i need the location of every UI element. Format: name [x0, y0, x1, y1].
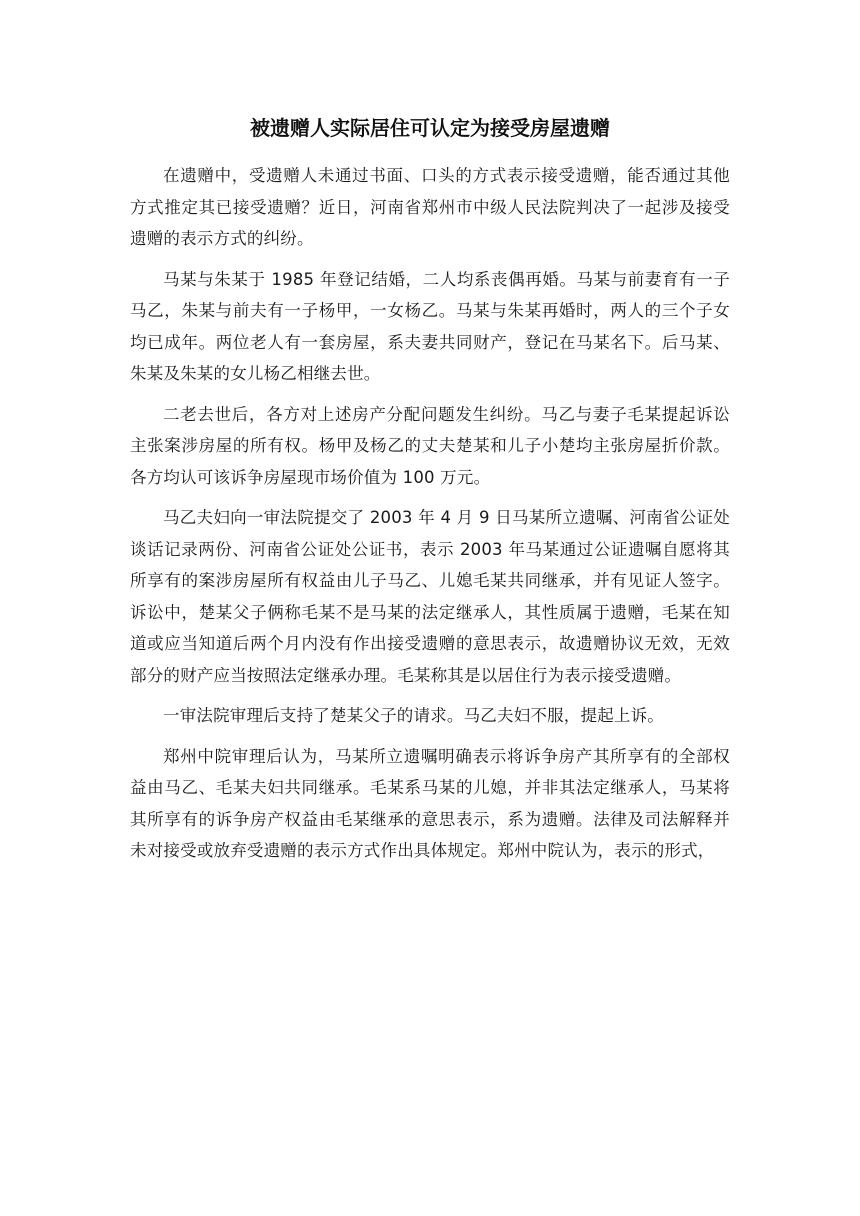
paragraph-3: 二老去世后，各方对上述房产分配问题发生纠纷。马乙与妻子毛某提起诉讼主张案涉房屋的所有权。杨甲及杨乙的丈夫楚某和儿子小楚均主张房屋折价款。各方均认可该诉争房屋现市场价值为 100 万元。: [130, 404, 730, 487]
paragraph-2: 马某与朱某于 1985 年登记结婚，二人均系丧偶再婚。马某与前妻育有一子马乙，朱某与前夫有一子杨甲，一女杨乙。马某与朱某再婚时，两人的三个子女均已成年。两位老人有一套房屋，系夫妻共同财产，登记在马某名下。后马某、朱某及朱某的女儿杨乙相继去世。: [130, 269, 730, 383]
document-page: [130, 110, 730, 876]
paragraph-4: 马乙夫妇向一审法院提交了 2003 年 4 月 9 日马某所立遗嘱、河南省公证处谈话记录两份、河南省公证处公证书，表示 2003 年马某通过公证遗嘱自愿将其所享有的案涉房屋所有权益由儿子马乙、儿媳毛某共同继承，并有见证人签字。诉讼中，楚某父子俩称毛某不是马某的法定继承人，其性质属于遗赠，毛某在知道或应当知道后两个月内没有作出接受遗赠的意思表示，故遗赠协议无效，无效部分的财产应当按照法定继承办理。毛某称其是以居住行为表示接受遗赠。: [130, 508, 730, 685]
paragraph-6: 郑州中院审理后认为，马某所立遗嘱明确表示将诉争房产其所享有的全部权益由马乙、毛某夫妇共同继承。毛某系马某的儿媳，并非其法定继承人，马某将其所享有的诉争房产权益由毛某继承的意思表示，系为遗赠。法律及司法解释并未对接受或放弃受遗赠的表示方式作出具体规定。郑州中院认为，表示的形式，: [130, 746, 730, 860]
document-title: 被遗赠人实际居住可认定为接受房屋遗赠: [250, 116, 610, 140]
paragraph-1: 在遗赠中，受遗赠人未通过书面、口头的方式表示接受遗赠，能否通过其他方式推定其已接受遗赠？近日，河南省郑州市中级人民法院判决了一起涉及接受遗赠的表示方式的纠纷。: [130, 166, 730, 248]
paragraph-5: 一审法院审理后支持了楚某父子的请求。马乙夫妇不服，提起上诉。: [163, 706, 664, 725]
